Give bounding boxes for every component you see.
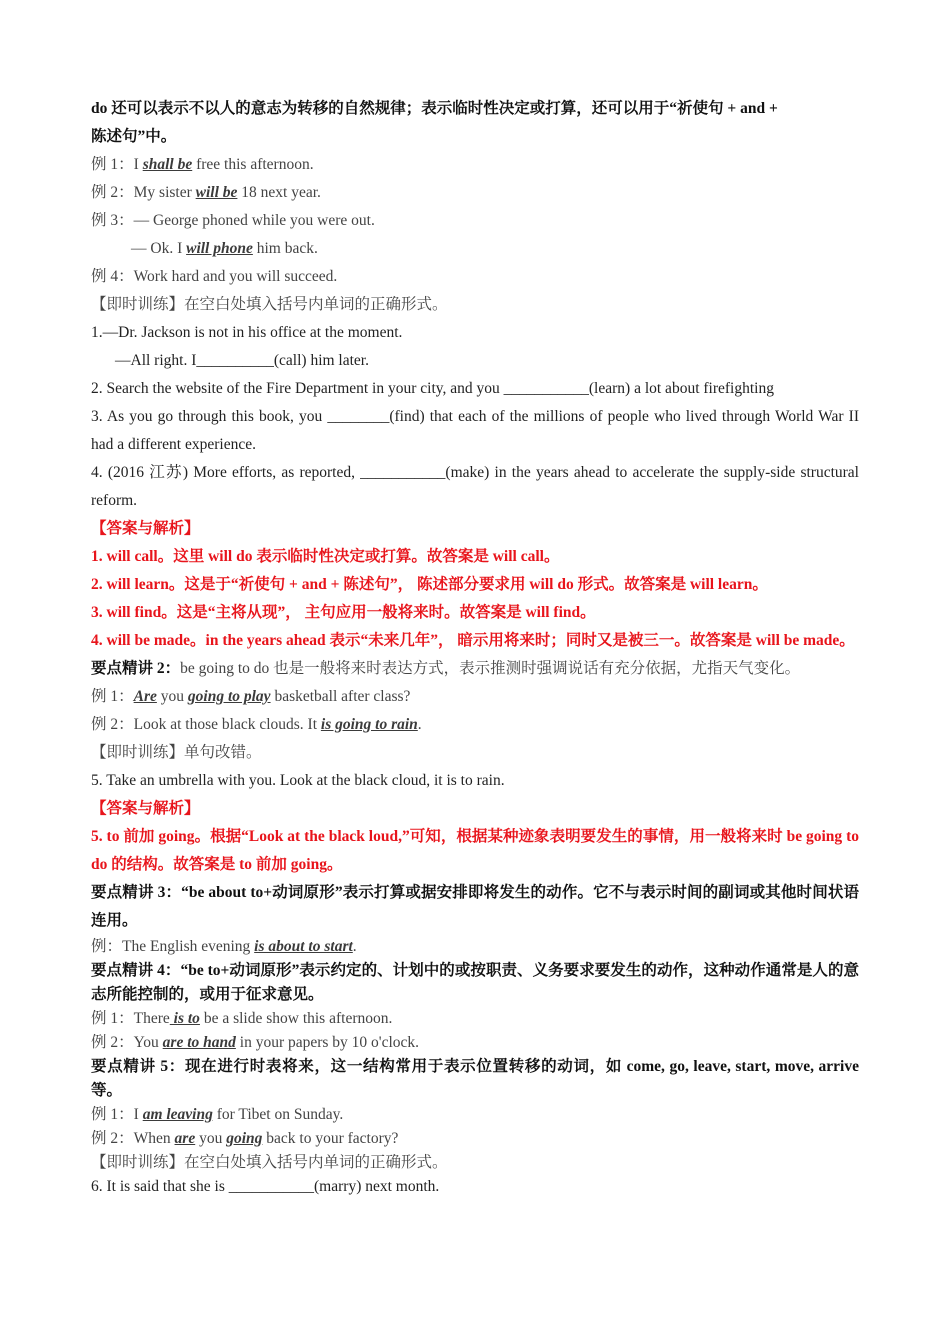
document-page [91, 95, 859, 1199]
practice-heading: 【即时训练】在空白处填入括号内单词的正确形式。 [91, 296, 448, 313]
intro-line-2: 陈述句”中。 [91, 128, 177, 145]
answer-text: shall be [142, 156, 193, 173]
point-5: 要点精讲 5：现在进行时表将来，这一结构常用于表示位置转移的动词，如 come, go, leave, start, move, arrive 等。 [91, 1058, 859, 1099]
practice-3-heading: 【即时训练】在空白处填入括号内单词的正确形式。 [91, 1154, 448, 1171]
example-1: 例 1：I shall be free this afternoon. [91, 156, 314, 173]
example-2: 例 2：My sister will be 18 next year. [91, 184, 321, 201]
question-5: 5. Take an umbrella with you. Look at the black cloud, it is to rain. [91, 772, 505, 789]
question-6: 6. It is said that she is ___________(marry) next month. [91, 1178, 440, 1195]
question-2: 2. Search the website of the Fire Department in your city, and you ___________(learn) a lot about firefighting [91, 380, 774, 397]
point-4: 要点精讲 4：“be to+动词原形”表示约定的、计划中的或按职责、义务要求要发生的动作，这种动作通常是人的意志所能控制的，或用于征求意见。 [91, 962, 859, 1003]
point-2-example-1: 例 1：Are you going to play basketball after class? [91, 688, 411, 705]
point-3-example: 例：The English evening is about to start. [91, 938, 357, 955]
point-2: 要点精讲 2：be going to do 也是一般将来时表达方式，表示推测时强调说话有充分依据，尤指天气变化。 [91, 660, 801, 677]
answer-5: 5. to 前加 going。根据“Look at the black loud,”可知，根据某种迹象表明要发生的事情，用一般将来时 be going to do 的结构。故答案是 to 前加 going。 [91, 828, 859, 873]
point-5-example-2: 例 2：When are you going back to your factory? [91, 1130, 399, 1147]
answer-text: will phone [186, 240, 253, 257]
question-4: 4. (2016 江苏) More efforts, as reported, ___________(make) in the years ahead to accelerate the supply-side structural reform. [91, 464, 859, 509]
point-3: 要点精讲 3：“be about to+动词原形”表示打算或据安排即将发生的动作。它不与表示时间的副词或其他时间状语连用。 [91, 884, 859, 929]
point-4-example-1: 例 1：There is to be a slide show this afternoon. [91, 1010, 393, 1027]
practice-2-heading: 【即时训练】单句改错。 [91, 744, 262, 761]
point-2-example-2: 例 2：Look at those black clouds. It is going to rain. [91, 716, 422, 733]
question-1a: 1.—Dr. Jackson is not in his office at the moment. [91, 324, 403, 341]
question-3: 3. As you go through this book, you ________(find) that each of the millions of people who lived through World War II had a different experience. [91, 408, 859, 453]
example-4: 例 4：Work hard and you will succeed. [91, 268, 338, 285]
answers-heading: 【答案与解析】 [91, 520, 200, 537]
answer-text: will be [195, 184, 238, 201]
point-4-example-2: 例 2：You are to hand in your papers by 10 o'clock. [91, 1034, 420, 1051]
intro-line-1: do 还可以表示不以人的意志为转移的自然规律；表示临时性决定或打算，还可以用于“祈使句 + and + [91, 100, 778, 117]
point-5-example-1: 例 1：I am leaving for Tibet on Sunday. [91, 1106, 344, 1123]
question-1b: —All right. I__________(call) him later. [115, 352, 369, 369]
example-3-reply: — Ok. I will phone him back. [131, 240, 318, 257]
answer-1: 1. will call。这里 will do 表示临时性决定或打算。故答案是 will call。 [91, 548, 560, 565]
answer-4: 4. will be made。in the years ahead 表示“未来几年”， 暗示用将来时；同时又是被三一。故答案是 will be made。 [91, 632, 855, 649]
example-3: 例 3：— George phoned while you were out. [91, 212, 375, 229]
answer-2: 2. will learn。这是于“祈使句 + and + 陈述句”， 陈述部分要求用 will do 形式。故答案是 will learn。 [91, 576, 768, 593]
answers-2-heading: 【答案与解析】 [91, 800, 200, 817]
answer-3: 3. will find。这是“主将从现”， 主句应用一般将来时。故答案是 will find。 [91, 604, 596, 621]
